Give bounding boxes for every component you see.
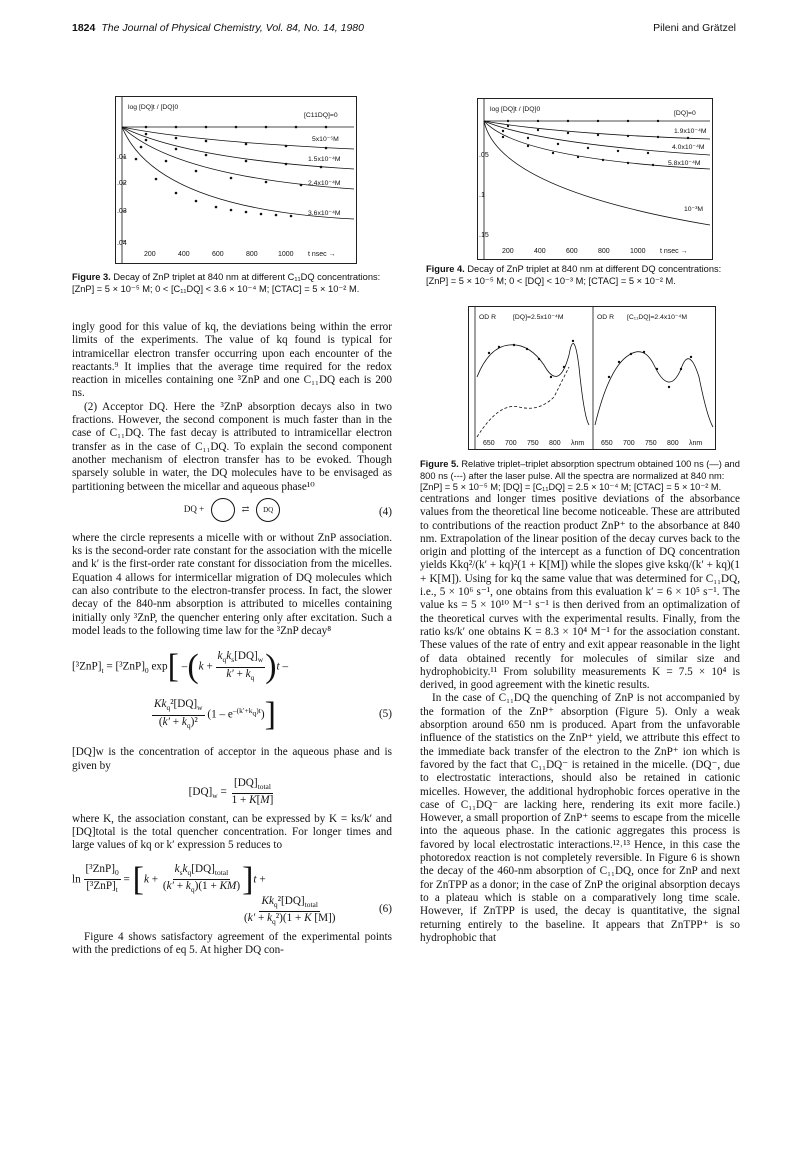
fig5-xtick-l2: 750 (527, 440, 539, 447)
left-p3: where the circle represents a micelle with or without ZnP association. ks is the second-order rate constant for the association with the micelle and k′ is the first-order rate constant for dissociation from the micelles. Equation 4 allows for intermicellar migration of DQ molecules which can also contribute to the electron-transfer process. In fact, the slower decay of the 840-nm absorption is attributed to micelles containing initially only ³ZnP, the quencher entering only after excitation. Such a model leads to the following time law for the ³ZnP decay⁸ (72, 531, 392, 637)
fig4-ylabel: log [DQ]t / [DQ]0 (490, 106, 541, 113)
fig4-xtick-4: 1000 (630, 248, 646, 255)
fig4-ytick-2: .15 (479, 232, 489, 239)
fig4-xtick-2: 600 (566, 248, 578, 255)
left-p4: [DQ]w is the concentration of acceptor in the aqueous phase and is given by (72, 746, 392, 772)
fig4-xtick-0: 200 (502, 248, 514, 255)
fig4-ytick-0: .05 (479, 152, 489, 159)
left-p1: ingly good for this value of kq, the deviations being within the error limits of the experiments. The value of kq found is typical for intramicellar electron transfer occurring upon each encounter of the reactants.⁹ It implies that the average time required for the redox reaction in micelles containing one ³ZnP and one C₁₁DQ each is 200 ns. (72, 321, 392, 400)
figure-4-caption: Figure 4. Decay of ZnP triplet at 840 nm at different DQ concentrations: [ZnP] = 5 × 10⁻⁵ M; 0 < [DQ] < 10⁻³ M; [CTAC] = 5 × 10⁻² M. (426, 264, 722, 286)
equation-4: DQ + ⇄ DQ (4) (72, 498, 392, 528)
fig5-xtick-r0: 650 (601, 440, 613, 447)
running-header (72, 22, 736, 38)
fig4-label-3: 5.8x10⁻⁴M (668, 160, 701, 167)
fig3-ytick-0: .01 (117, 154, 127, 161)
fig3-xtick-2: 600 (212, 251, 224, 258)
fig4-label-4: 10⁻³M (684, 206, 704, 213)
equation-dqw: $[DQ]_w$ = $\frac{[DQ]_{total}}{1 + K[M]}$ (188, 776, 274, 807)
fig4-label-0: [DQ]=0 (674, 110, 696, 117)
figure-5-caption: Figure 5. Relative triplet–triplet absorption spectrum obtained 100 ns (—) and 800 ns (---) after the laser pulse. All the spectra are normalized at 840 nm: [ZnP] = 5 × 10⁻⁵ M; [DQ] = [C₁₁DQ] = 2.5 × 10⁻⁴ M; [CTAC] = 5 × 10⁻² M. (420, 459, 740, 492)
fig5-od-right: OD R (597, 314, 614, 321)
left-p6: Figure 4 shows satisfactory agreement of the experimental points with the predictions of eq 5. At higher DQ con- (72, 930, 392, 957)
left-column (72, 321, 392, 957)
fig4-xtick-1: 400 (534, 248, 546, 255)
fig4-label-2: 4.0x10⁻⁴M (672, 144, 705, 151)
figure-3-plot (115, 96, 357, 264)
figure-4-plot (477, 98, 713, 260)
fig3-ytick-1: .02 (117, 180, 127, 187)
figure-3-caption: Figure 3. Decay of ZnP triplet at 840 nm at different C₁₁DQ concentrations: [ZnP] = 5 × 10⁻⁵ M; 0 < [C₁₁DQ] < 3.6 × 10⁻⁴ M; [CTAC] = 5 × 10⁻² M. (72, 272, 381, 294)
fig3-xtick-4: 1000 (278, 251, 294, 258)
fig3-xtick-3: 800 (246, 251, 258, 258)
fig5-xtick-r2: 750 (645, 440, 657, 447)
fig5-right-label: [C₁₁DQ]=2.4x10⁻⁴M (627, 314, 688, 321)
fig3-label-3: 2.4x10⁻⁴M (308, 180, 341, 187)
right-p1: centrations and longer times positive deviations of the absorbance values from the theoretical line become noticeable. These are attributed to contributions of the reaction product ZnP⁺ to the absorbance at 840 nm. Extrapolation of the linear position of the decay curves back to the origin and plotting of the intercept as a function of DQ concentration yields Kkq²/(k′ + kq)²(1 + K[M]) while the slopes give kskq/(k′ + kq)(1 + K[M]). Using for kq the same value that was determined for C₁₁DQ, i.e., 5 × 10⁶ s⁻¹, one obtains from this evaluation k′ = 6 × 10⁵ s⁻¹. The value ks = 5 × 10¹⁰ M⁻¹ s⁻¹ is then derived from an optimalization of the theoretical curves with the experimental results. Finally, from the ratio ks/k′ one obtains K = 8.3 × 10⁴ M⁻¹ for the association constant. These values of the rate of entry and exit appear reasonable in the light of data obtained recently for molecules of similar size and hydrophobicity.¹¹ From solubility measurements K = 7.5 × 10⁴ is derived, in good agreement with the kinetic results. (420, 493, 740, 692)
fig3-label-2: 1.5x10⁻⁴M (308, 156, 341, 163)
fig4-xlabel: t nsec → (660, 248, 688, 255)
page-number: 1824 (72, 22, 96, 34)
left-p5: where K, the association constant, can be expressed by K = ks/k′ and [DQ]total is the total quencher concentration. For longer times and large values of kq or k′ expression 5 reduces to (72, 812, 392, 852)
authors: Pileni and Grätzel (653, 22, 736, 34)
left-p2: (2) Acceptor DQ. Here the ³ZnP absorption decays also in two fractions. However, the second component is much faster than in the case of C₁₁DQ. The fast decay is attributed to intramicellar electron transfer as in the case of C₁₁DQ. To explain the second component another mechanism of electron transfer has to be evoked. Though sparsely soluble in water, the DQ molecules have to be envisaged as partitioning between the micellar and aqueous phase¹⁰ (72, 400, 392, 493)
fig5-od-left: OD R (479, 314, 496, 321)
fig3-ytick-2: .03 (117, 208, 127, 215)
fig5-xtick-r1: 700 (623, 440, 635, 447)
figure-5-plot (468, 306, 716, 450)
fig3-label-4: 3.6x10⁻⁴M (308, 210, 341, 217)
fig3-ytick-3: .04 (117, 240, 127, 247)
equation-5: $[^3ZnP]_t = [^3ZnP]_0$ exp[ –(k + $\frac{k_qk_s[DQ]_w}{k' + k_q}$ )t – $\frac{Kk_q^2[DQ]_w}{(k' + k_q)^2}$ $(1 - e^{-(k'+k_q)t})$] (5) (72, 648, 392, 734)
fig5-xtick-l1: 700 (505, 440, 517, 447)
fig4-xtick-3: 800 (598, 248, 610, 255)
fig3-label-1: 5x10⁻⁵M (312, 136, 339, 143)
fig3-xtick-0: 200 (144, 251, 156, 258)
fig3-label-0: [C11DQ]=0 (304, 112, 338, 119)
fig5-left-label: [DQ]=2.5x10⁻⁴M (513, 314, 564, 321)
fig5-xtick-l0: 650 (483, 440, 495, 447)
fig5-xtick-r3: 800 (667, 440, 679, 447)
fig5-xtick-r4: λnm (689, 440, 703, 447)
fig3-xtick-1: 400 (178, 251, 190, 258)
fig5-xtick-l3: 800 (549, 440, 561, 447)
journal-title: The Journal of Physical Chemistry, Vol. 84, No. 14, 1980 (101, 22, 364, 34)
fig5-xtick-l4: λnm (571, 440, 585, 447)
fig4-label-1: 1.9x10⁻⁴M (674, 128, 707, 135)
fig3-xlabel: t nsec → (308, 251, 336, 258)
fig3-ylabel: log [DQ]t / [DQ]0 (128, 104, 179, 111)
fig4-ytick-1: .1 (479, 192, 485, 199)
equation-6: ln $\frac{[^3ZnP]_0}{[^3ZnP]_t}$ = [k + $\frac{k_sk_q[DQ]_{total}}{(k' + k_q)(1 + KM)}$ ]t + $\frac{Kk_q^2[DQ]_{total}}{(k' + k_q^2)(1 + K [M])}$ (6) (72, 860, 392, 927)
right-column (420, 493, 740, 945)
right-p2: In the case of C₁₁DQ the quenching of ZnP is not accompanied by the formation of the ZnP⁺ absorption (Figure 5). Only a weak absorption around 650 nm is produced. Apart from the unfavorable influence of the statistics on the ZnP⁺ yield, we attribute this effect to the immediate back transfer of the electron to the ZnP⁺ ion which is favored by the fact that C₁₁DQ⁻ is retained in the micelle. (DQ⁻, due to electrostatic interactions, should also be retained in cationic micelles. However, the additional hydrophobic forces operative in the case of C₁₁DQ⁻ are lacking here, rendering its exit more facile.) However, a small proportion of ZnP⁺ seems to escape from the micelle into the aqueous phase. In the cationic aggregates this process is favored by local electrostatic interactions.¹²˒¹³ Hence, in this case the photoredox reaction is not completely reversible. In Figure 6 is shown the decay of the 460-nm absorption of C₁₁DQ, once for ZnP and next for ZnTPP as a donor; in the case of ZnP the original absorption decays to a plateau which is stable on a comparatively long time scale. However, if ZnTPP is used, the decay is quantitative, the signal returning entirely to the baseline. It appears that ZnTPP⁺ is so hydrophobic that (420, 692, 740, 944)
